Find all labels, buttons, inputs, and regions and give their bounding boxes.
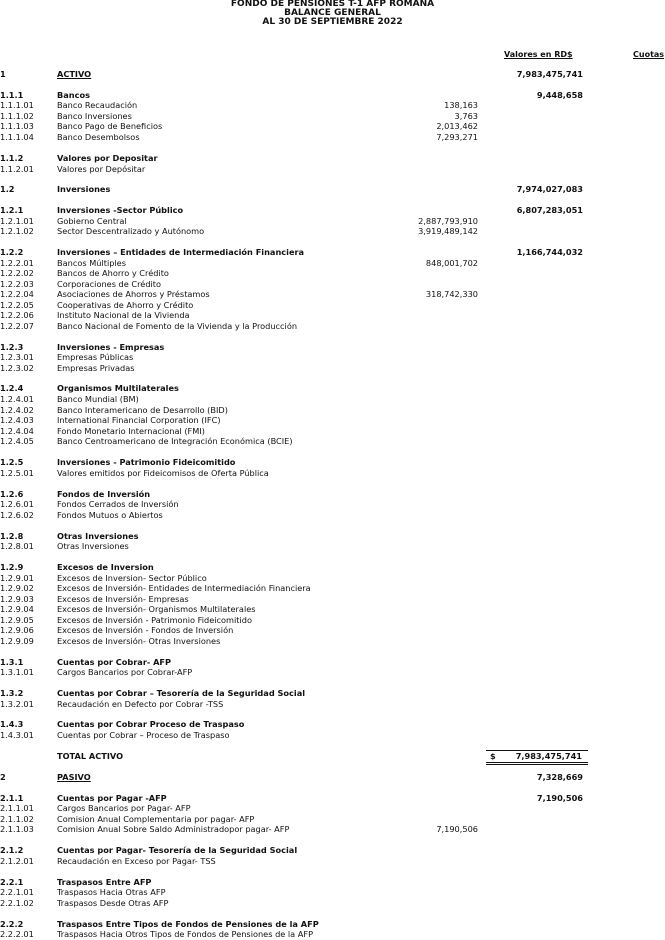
account-code: 1.2.9.09: [0, 636, 34, 646]
section-header-row: [0, 69, 665, 80]
account-code: 1.3.1.01: [0, 667, 34, 677]
account-description: Sector Descentralizado y Autónomo: [57, 226, 205, 236]
account-description: Banco Mundial (BM): [57, 394, 139, 404]
total-amount: 7,974,027,083: [516, 184, 583, 194]
account-code: 1.4.3.01: [0, 730, 34, 740]
account-description: Recaudación en Defecto por Cobrar -TSS: [57, 699, 224, 709]
table-row: [0, 824, 665, 835]
detail-amount: 7,190,506: [436, 824, 478, 834]
account-code: 1.2.4.03: [0, 415, 34, 425]
account-code: 1.2.3.01: [0, 352, 34, 362]
detail-amount: 7,293,271: [436, 132, 478, 142]
account-description: Cuentas por Cobrar- AFP: [57, 657, 172, 667]
account-code: 1.2.2.05: [0, 300, 34, 310]
detail-amount: 138,163: [444, 100, 478, 110]
table-row: [0, 100, 665, 111]
table-row: [0, 510, 665, 521]
account-description: Fondos de Inversión: [57, 489, 151, 499]
table-row: [0, 583, 665, 594]
report-subtitle: BALANCE GENERAL: [284, 8, 381, 18]
account-code: 1.2.8: [0, 531, 24, 541]
detail-amount: 2,013,462: [436, 121, 478, 131]
account-code: 1.2.6: [0, 489, 24, 499]
account-code: 1.3.2.01: [0, 699, 34, 709]
account-code: 1.2.4: [0, 383, 24, 393]
account-description: Bancos de Ahorro y Crédito: [57, 268, 169, 278]
table-row: [0, 226, 665, 237]
account-description: Fondo Monetario Internacional (FMI): [57, 426, 205, 436]
account-description: Banco Desembolsos: [57, 132, 140, 142]
account-description: Valores por Depositar: [57, 153, 158, 163]
account-description: Inversiones -Sector Público: [57, 205, 184, 215]
account-code: 1.2.5.01: [0, 468, 34, 478]
account-code: 2.1.1.03: [0, 824, 34, 834]
table-row: [0, 268, 665, 279]
account-code: 1.2.4.05: [0, 436, 34, 446]
account-description: Banco Pago de Beneficios: [57, 121, 163, 131]
account-code: 1.2.6.02: [0, 510, 34, 520]
table-row: [0, 541, 665, 552]
account-description: Cargos Bancarios por Pagar- AFP: [57, 803, 191, 813]
account-code: 1.3.2: [0, 688, 24, 698]
account-code: 1.2.9.05: [0, 615, 34, 625]
account-description: Excesos de Inversión - Fondos de Inversión: [57, 625, 234, 635]
account-code: 1.1.1.01: [0, 100, 34, 110]
account-description: Banco Nacional de Fomento de la Vivienda y la Producción: [57, 321, 298, 331]
table-row: [0, 898, 665, 909]
account-code: 1.1.1.03: [0, 121, 34, 131]
section-header-row: [0, 247, 665, 258]
account-code: 2.1.2.01: [0, 856, 34, 866]
report-date: AL 30 DE SEPTIEMBRE 2022: [262, 17, 403, 27]
detail-amount: 3,919,489,142: [418, 226, 478, 236]
account-description: Organismos Multilaterales: [57, 383, 179, 393]
account-description: Empresas Privadas: [57, 363, 135, 373]
table-row: [0, 499, 665, 510]
account-code: 1.2.4.01: [0, 394, 34, 404]
account-code: 2.2.1: [0, 877, 24, 887]
detail-amount: 3,763: [454, 111, 478, 121]
table-row: [0, 436, 665, 447]
section-header-row: [0, 688, 665, 699]
account-description: Inversiones – Entidades de Intermediación Financiera: [57, 247, 305, 257]
table-row: [0, 699, 665, 710]
account-code: 1.2.2.03: [0, 279, 34, 289]
total-activo-box: [486, 750, 588, 765]
account-code: 1: [0, 69, 6, 79]
section-header-row: [0, 562, 665, 573]
account-code: 2.1.1: [0, 793, 24, 803]
table-row: [0, 636, 665, 647]
account-code: 1.1.2: [0, 153, 24, 163]
account-description: Gobierno Central: [57, 216, 127, 226]
table-row: [0, 856, 665, 867]
account-description: Excesos de Inversión- Empresas: [57, 594, 189, 604]
table-row: [0, 604, 665, 615]
account-code: 1.2.9.04: [0, 604, 34, 614]
detail-amount: 2,887,793,910: [418, 216, 478, 226]
account-description: International Financial Corporation (IFC): [57, 415, 221, 425]
table-row: [0, 625, 665, 636]
account-code: 1.2.9.03: [0, 594, 34, 604]
table-row: [0, 132, 665, 143]
account-description: Otras Inversiones: [57, 531, 139, 541]
account-description: Traspasos Entre AFP: [57, 877, 152, 887]
account-description: Cuentas por Pagar- Tesorería de la Seguridad Social: [57, 845, 298, 855]
table-row: [0, 363, 665, 374]
account-code: 2: [0, 772, 6, 782]
account-code: 1.2.2.07: [0, 321, 34, 331]
table-row: [0, 667, 665, 678]
account-code: 1.2.2.01: [0, 258, 34, 268]
account-description: Cuentas por Cobrar – Tesorería de la Seguridad Social: [57, 688, 306, 698]
table-row: [0, 352, 665, 363]
account-code: 1.2.2.04: [0, 289, 34, 299]
account-code: 2.2.1.01: [0, 887, 34, 897]
total-activo-value: 7,983,475,741: [515, 751, 582, 761]
account-code: 1.2.9.01: [0, 573, 34, 583]
detail-amount: 848,001,702: [425, 258, 478, 268]
section-header-row: [0, 184, 665, 195]
account-description: Corporaciones de Crédito: [57, 279, 162, 289]
table-row: [0, 929, 665, 940]
table-row: [0, 321, 665, 332]
account-description: Excesos de Inversion- Sector Público: [57, 573, 207, 583]
account-code: 1.2.4.04: [0, 426, 34, 436]
account-code: 1.2.3.02: [0, 363, 34, 373]
account-code: 1.2.2.06: [0, 310, 34, 320]
account-description: Cargos Bancarios por Cobrar-AFP: [57, 667, 193, 677]
account-description: Inversiones - Patrimonio Fideicomitido: [57, 457, 236, 467]
account-description: Traspasos Hacia Otros Tipos de Fondos de Pensiones de la AFP: [57, 929, 314, 939]
account-description: Fondos Cerrados de Inversión: [57, 499, 179, 509]
account-code: 1.2: [0, 184, 15, 194]
table-row: [0, 289, 665, 300]
account-description: Traspasos Hacia Otras AFP: [57, 887, 166, 897]
account-code: 1.2.4.02: [0, 405, 34, 415]
account-description: Inversiones - Empresas: [57, 342, 165, 352]
account-description: TOTAL ACTIVO: [57, 751, 124, 761]
account-code: 1.2.9: [0, 562, 24, 572]
account-code: 1.2.8.01: [0, 541, 34, 551]
account-description: Cooperativas de Ahorro y Crédito: [57, 300, 194, 310]
table-row: [0, 394, 665, 405]
account-description: Inversiones: [57, 184, 111, 194]
account-code: 1.1.1.04: [0, 132, 34, 142]
account-description: Banco Recaudación: [57, 100, 138, 110]
account-description: Cuentas por Cobrar – Proceso de Traspaso: [57, 730, 230, 740]
account-code: 1.2.9.06: [0, 625, 34, 635]
account-code: 2.2.1.02: [0, 898, 34, 908]
account-code: 1.1.1: [0, 90, 24, 100]
account-description: Banco Centroamericano de Integración Económica (BCIE): [57, 436, 293, 446]
account-description: Cuentas por Pagar -AFP: [57, 793, 167, 803]
account-description: Excesos de Inversión- Otras Inversiones: [57, 636, 221, 646]
detail-amount: 318,742,330: [425, 289, 478, 299]
account-code: 2.1.2: [0, 845, 24, 855]
account-code: 1.2.5: [0, 457, 24, 467]
account-description: Traspasos Desde Otras AFP: [57, 898, 169, 908]
account-code: 1.2.2: [0, 247, 24, 257]
section-header-row: [0, 205, 665, 216]
account-code: 2.1.1.01: [0, 803, 34, 813]
total-amount: 6,807,283,051: [516, 205, 583, 215]
account-description: Asociaciones de Ahorros y Préstamos: [57, 289, 210, 299]
account-description: PASIVO: [57, 772, 91, 782]
account-code: 2.2.2: [0, 919, 24, 929]
table-row: [0, 803, 665, 814]
table-row: [0, 164, 665, 175]
table-row: [0, 310, 665, 321]
account-description: Excesos de Inversion: [57, 562, 154, 572]
account-code: 1.2.2.02: [0, 268, 34, 278]
account-code: 1.1.2.01: [0, 164, 34, 174]
account-description: Banco Inversiones: [57, 111, 132, 121]
account-description: Bancos Múltiples: [57, 258, 126, 268]
table-row: [0, 468, 665, 479]
account-description: Empresas Públicas: [57, 352, 134, 362]
account-description: Valores por Depósitar: [57, 164, 146, 174]
total-amount: 7,983,475,741: [516, 69, 583, 79]
account-description: Excesos de Inversión- Entidades de Intermediación Financiera: [57, 583, 311, 593]
account-code: 1.1.1.02: [0, 111, 34, 121]
table-row: [0, 415, 665, 426]
account-description: Excesos de Inversión - Patrimonio Fideicomitido: [57, 615, 252, 625]
account-description: Instituto Nacional de la Vivienda: [57, 310, 190, 320]
total-amount: 7,328,669: [536, 772, 583, 782]
account-description: Excesos de Inversión- Organismos Multilaterales: [57, 604, 256, 614]
total-amount: 7,190,506: [536, 793, 583, 803]
table-row: [0, 730, 665, 741]
account-code: 1.2.1.01: [0, 216, 34, 226]
account-code: 1.2.1: [0, 205, 24, 215]
section-header-row: [0, 719, 665, 730]
account-code: 1.2.1.02: [0, 226, 34, 236]
account-code: 1.3.1: [0, 657, 24, 667]
table-row: [0, 887, 665, 898]
account-description: Otras Inversiones: [57, 541, 129, 551]
account-code: 2.1.1.02: [0, 814, 34, 824]
account-description: Cuentas por Cobrar Proceso de Traspaso: [57, 719, 245, 729]
report-title: FONDO DE PENSIONES T-1 AFP ROMANA: [230, 0, 435, 9]
account-code: 2.2.2.01: [0, 929, 34, 939]
section-header-row: [0, 845, 665, 856]
section-header-row: [0, 153, 665, 164]
table-row: [0, 121, 665, 132]
column-header-cuotas: Cuotas: [633, 50, 665, 59]
account-description: Bancos: [57, 90, 90, 100]
account-description: Traspasos Entre Tipos de Fondos de Pensiones de la AFP: [57, 919, 319, 929]
account-code: 1.2.6.01: [0, 499, 34, 509]
total-activo-currency: $: [490, 751, 496, 761]
account-description: Comision Anual Sobre Saldo Administradopor pagar- AFP: [57, 824, 290, 834]
total-amount: 1,166,744,032: [516, 247, 583, 257]
total-amount: 9,448,658: [536, 90, 583, 100]
account-description: Comision Anual Complementaria por pagar- AFP: [57, 814, 255, 824]
account-code: 1.2.3: [0, 342, 24, 352]
account-description: Banco Interamericano de Desarrollo (BID): [57, 405, 228, 415]
account-description: Recaudación en Exceso por Pagar- TSS: [57, 856, 216, 866]
account-code: 1.2.9.02: [0, 583, 34, 593]
account-code: 1.4.3: [0, 719, 24, 729]
column-header-valores: Valores en RD$: [504, 50, 573, 59]
section-header-row: [0, 383, 665, 394]
account-description: Fondos Mutuos o Abiertos: [57, 510, 163, 520]
account-description: ACTIVO: [57, 69, 92, 79]
section-header-row: [0, 457, 665, 468]
section-header-row: [0, 772, 665, 783]
account-description: Valores emitidos por Fideicomisos de Oferta Pública: [57, 468, 269, 478]
